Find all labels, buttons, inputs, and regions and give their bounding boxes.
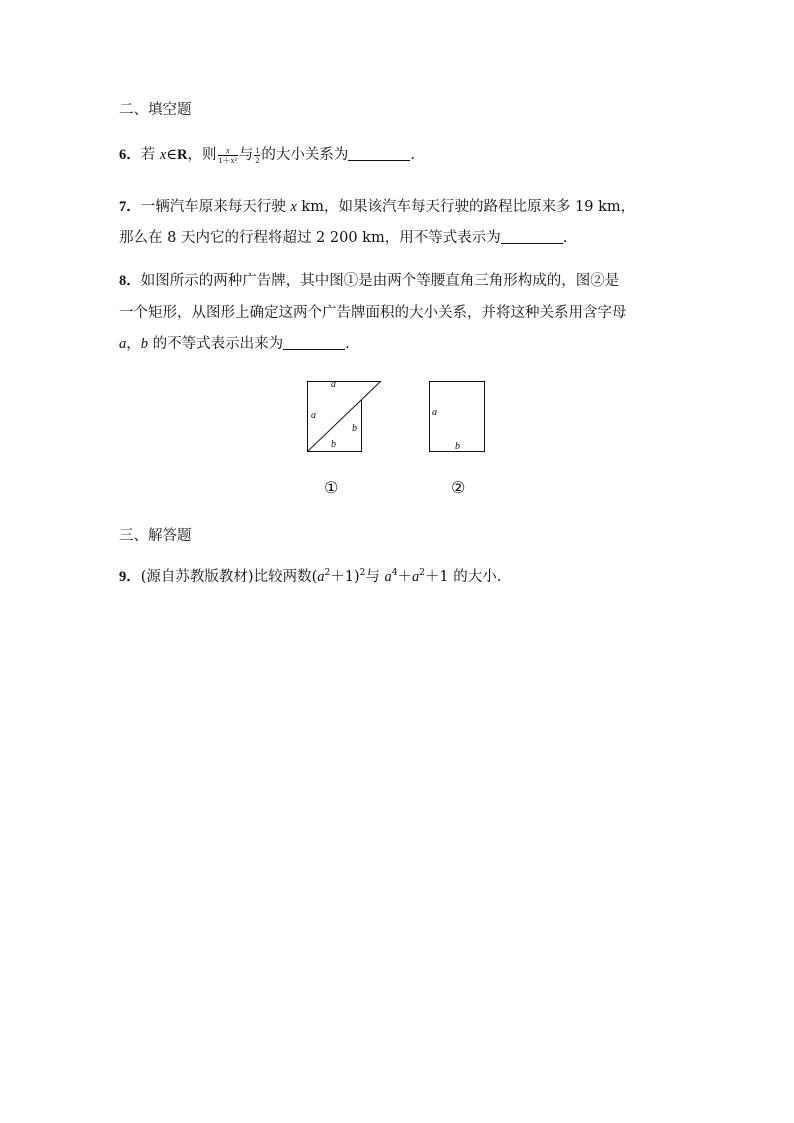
square-a-outline — [308, 382, 381, 452]
variable-a: a — [119, 336, 127, 352]
fraction-denominator: 2 — [255, 155, 260, 165]
fraction-one-half — [254, 146, 260, 165]
text: . — [345, 336, 350, 352]
fig2-label-left: a — [432, 407, 437, 418]
text: ＋ — [397, 569, 412, 585]
text: 那么在 8 天内它的行程将超过 2 200 km，用不等式表示为 — [119, 230, 501, 246]
set-R: R — [177, 147, 188, 163]
question-7-line-2 — [119, 228, 567, 248]
text: 若 — [140, 147, 160, 163]
variable-x: x — [159, 147, 167, 163]
text: 一个矩形，从图形上确定这两个广告牌面积的大小关系，并将这种关系用含字母 — [119, 305, 627, 321]
question-8-line-1 — [119, 271, 619, 291]
question-8-line-2 — [119, 303, 627, 323]
fraction-numerator: 1 — [255, 145, 260, 155]
exponent: 2 — [324, 568, 331, 578]
text: 的不等式表示出来为 — [148, 336, 284, 352]
variable-x: x — [290, 199, 297, 215]
question-number: 7． — [119, 199, 141, 215]
figure-1-caption: ① — [324, 478, 339, 497]
section-heading-fill-in: 二、填空题 — [119, 102, 192, 118]
text: (源自苏教版教材)比较两数( — [140, 569, 318, 585]
figure-1-two-triangles — [308, 382, 381, 452]
text: ∈ — [166, 147, 178, 163]
billboard-figures — [0, 372, 794, 512]
text: 与 — [238, 147, 254, 163]
text: km，如果该汽车每天行驶的路程比原来多 19 km， — [296, 199, 636, 215]
variable-a: a — [384, 569, 392, 585]
question-6 — [119, 145, 415, 165]
fraction-x-over-1-plus-x2 — [218, 146, 238, 165]
text: ， — [126, 336, 141, 352]
text: 与 — [365, 569, 385, 585]
exponent: 2 — [419, 568, 425, 578]
answer-blank[interactable] — [348, 146, 410, 161]
exponent: 4 — [391, 568, 398, 578]
question-number: 9． — [119, 569, 141, 585]
variable-a: a — [317, 569, 325, 585]
exponent: 2 — [359, 568, 366, 578]
fraction-numerator: x — [218, 146, 238, 156]
question-number: 6． — [119, 147, 141, 163]
question-8-line-3 — [119, 334, 350, 354]
fig1-label-left: a — [311, 410, 316, 421]
question-9 — [119, 567, 501, 587]
fig1-label-top: a — [331, 379, 336, 390]
text: 的大小关系为 — [261, 147, 349, 163]
text: ，则 — [187, 147, 217, 163]
fig2-label-bottom: b — [455, 441, 460, 452]
figure-2-caption: ② — [451, 478, 466, 497]
text: . — [562, 230, 568, 246]
answer-blank[interactable] — [501, 229, 563, 244]
text: . — [410, 147, 416, 163]
question-7-line-1 — [119, 197, 635, 217]
question-number: 8． — [119, 273, 141, 289]
text: ＋1) — [330, 569, 360, 585]
text: 如图所示的两种广告牌，其中图①是由两个等腰直角三角形构成的，图②是 — [140, 273, 620, 289]
fig1-label-bottom: b — [331, 439, 336, 450]
fig1-label-right: b — [352, 423, 357, 434]
fraction-denominator: 1＋x² — [218, 155, 237, 165]
answer-blank[interactable] — [283, 335, 345, 350]
variable-b: b — [140, 336, 148, 352]
text: 一辆汽车原来每天行驶 — [140, 199, 291, 215]
variable-a: a — [411, 569, 420, 585]
section-heading-answer: 三、解答题 — [119, 528, 192, 544]
text: ＋1 的大小. — [424, 569, 502, 585]
